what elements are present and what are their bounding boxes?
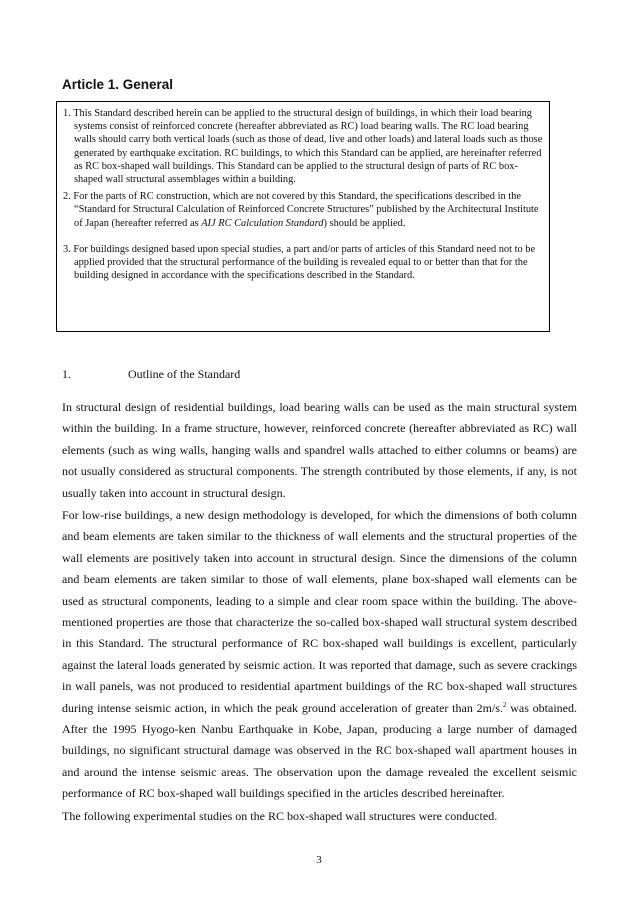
clause-2-italic-reference: AIJ RC Calculation Standard xyxy=(201,217,324,229)
article-box xyxy=(56,101,550,332)
paragraph-2-text-after: was obtained. After the 1995 Hyogo-ken Nanbu Earthquake in Kobe, Japan, producing a large number of damaged buildings, no significant structural damage was observed in the RC box-shaped wall apartment houses in and around the intense seismic areas. The observation upon the damage revealed the excellent seismic performance of RC box-shaped wall buildings specified in the articles described hereinafter. xyxy=(62,700,578,801)
paragraph-3: The following experimental studies on the RC box-shaped wall structures were conducted. xyxy=(62,809,498,823)
clause-2-text-after: ) should be applied. xyxy=(323,217,406,229)
article-title: Article 1. General xyxy=(62,77,174,92)
paragraph-2-superscript: 2 xyxy=(502,700,507,709)
paragraph-1: In structural design of residential buildings, load bearing walls can be used as the main structural system within the building. In a frame structure, however, reinforced concrete (hereafter abbreviated as RC) wall elements (such as wing walls, hanging walls and spandrel walls attached to either columns or beams) are not usually considered as structural components. The strength contributed by those elements, if any, is not usually taken into account in structural design. xyxy=(62,400,577,500)
paragraph-2-text-before: For low-rise buildings, a new design methodology is developed, for which the dimensions of both column and beam elements are taken similar to the thickness of wall elements and the structural properties of the wall elements are positively taken into account in structural design. Since the dimensions of the column and beam elements are taken similar to those of wall elements, plane box-shaped wall elements can be used as structural components, leading to a simple and clear room space within the building. The above-mentioned properties are those that characterize the so-called box-shaped wall structural system described in this Standard. The structural performance of RC box-shaped wall buildings is excellent, particularly against the lateral loads generated by seismic action. It was reported that damage, such as severe crackings in wall panels, was not produced to residential apartment buildings of the RC box-shaped wall structures during intense seismic action, in which the peak ground acceleration of greater than 2m/s. xyxy=(62,508,577,715)
paragraph-2 xyxy=(62,505,577,805)
clause-2 xyxy=(63,190,543,230)
section-number: 1. xyxy=(62,367,71,381)
clause-2-text-before: 2. For the parts of RC construction, which are not covered by this Standard, the specifications described in the “Standard for Structural Calculation of Reinforced Concrete Structures” published by the Architectural Institute of Japan (hereafter referred as xyxy=(63,191,539,229)
section-title: Outline of the Standard xyxy=(128,367,241,381)
clause-3: 3. For buildings designed based upon special studies, a part and/or parts of articles of this Standard need not to be applied provided that the structural performance of the building is revealed equal to or better than that for the building designed in accordance with the specifications described in the Standard. xyxy=(63,243,536,282)
clause-1: 1. This Standard described herein can be applied to the structural design of buildings, in which their load bearing systems consist of reinforced concrete (hereafter abbreviated as RC) load bearing walls. The RC load bearing walls should carry both vertical loads (such as those of dead, live and other loads) and lateral loads such as those generated by earthquake excitation. RC buildings, to which this Standard can be applied, are hereinafter referred as RC box-shaped wall buildings. This Standard can be applied to the structural design of parts of RC box-shaped wall structural assemblages within a building. xyxy=(63,108,543,186)
section-heading xyxy=(62,367,240,382)
page-number: 3 xyxy=(316,854,322,866)
